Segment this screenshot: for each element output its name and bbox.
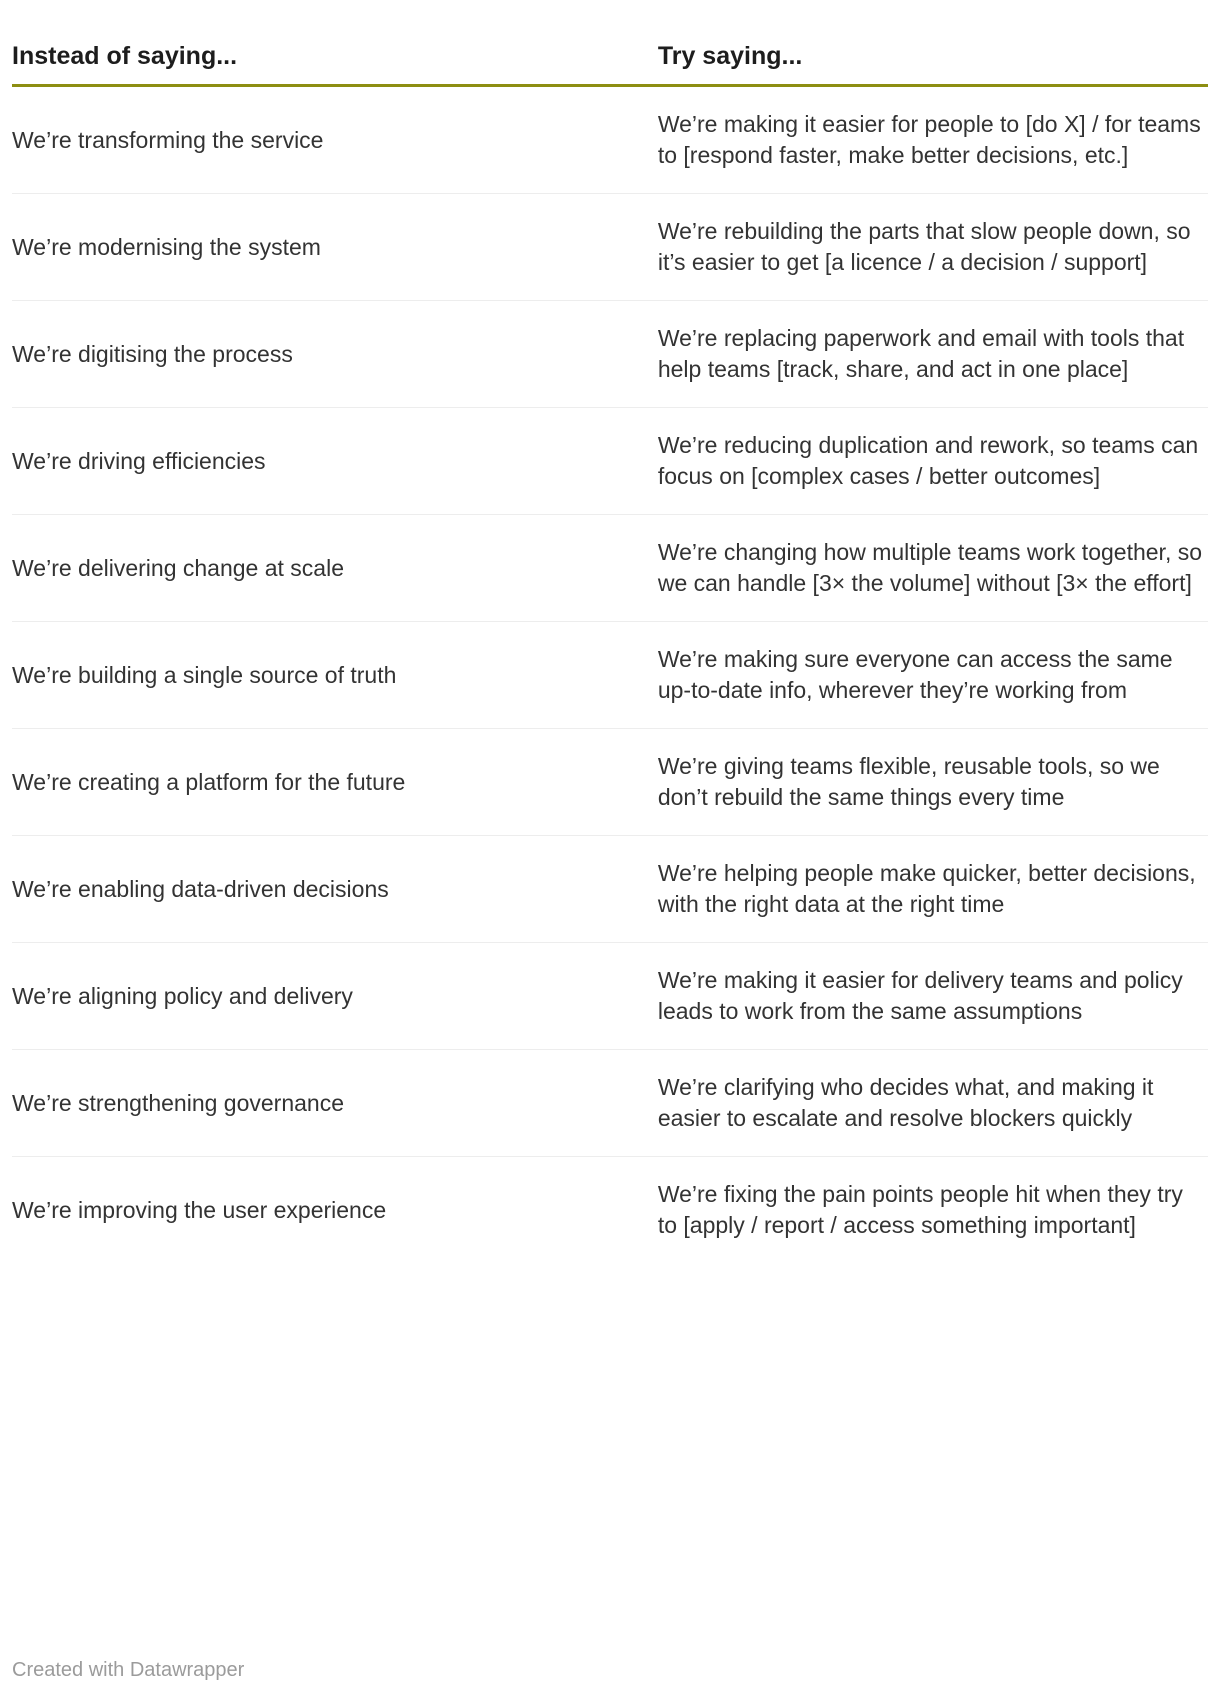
table-header	[12, 0, 1208, 86]
try-cell: We’re rebuilding the parts that slow people down, so it’s easier to get [a licence / a decision / support]	[658, 194, 1208, 301]
table-row	[12, 408, 1208, 515]
table-row	[12, 194, 1208, 301]
table-row	[12, 1157, 1208, 1264]
table-row	[12, 729, 1208, 836]
instead-cell: We’re aligning policy and delivery	[12, 943, 658, 1050]
table-row	[12, 622, 1208, 729]
table-row	[12, 515, 1208, 622]
instead-cell: We’re enabling data-driven decisions	[12, 836, 658, 943]
try-cell: We’re helping people make quicker, better decisions, with the right data at the right time	[658, 836, 1208, 943]
instead-cell: We’re creating a platform for the future	[12, 729, 658, 836]
try-cell: We’re replacing paperwork and email with tools that help teams [track, share, and act in one place]	[658, 301, 1208, 408]
try-cell: We’re fixing the pain points people hit when they try to [apply / report / access something important]	[658, 1157, 1208, 1264]
try-cell: We’re making it easier for people to [do X] / for teams to [respond faster, make better decisions, etc.]	[657, 111, 1201, 168]
instead-cell: We’re delivering change at scale	[12, 515, 658, 622]
try-cell: We’re making sure everyone can access the same up-to-date info, wherever they’re working from	[658, 622, 1208, 729]
instead-cell: We’re transforming the service	[12, 126, 324, 153]
try-cell: We’re clarifying who decides what, and making it easier to escalate and resolve blockers quickly	[658, 1050, 1208, 1157]
instead-cell: We’re digitising the process	[12, 301, 658, 408]
table-row	[12, 836, 1208, 943]
table-row	[12, 86, 1208, 194]
try-cell: We’re changing how multiple teams work together, so we can handle [3× the volume] without [3× the effort]	[658, 515, 1208, 622]
instead-cell: We’re building a single source of truth	[12, 622, 658, 729]
column-header-instead: Instead of saying...	[12, 0, 658, 86]
instead-cell: We’re improving the user experience	[12, 1157, 658, 1264]
instead-cell: We’re strengthening governance	[12, 1050, 658, 1157]
header-row	[12, 0, 1208, 86]
try-cell: We’re giving teams flexible, reusable tools, so we don’t rebuild the same things every time	[658, 729, 1208, 836]
instead-cell: We’re driving efficiencies	[12, 408, 658, 515]
try-cell: We’re reducing duplication and rework, so teams can focus on [complex cases / better outcomes]	[658, 408, 1208, 515]
datawrapper-credit-link[interactable]: Created with Datawrapper	[12, 1659, 245, 1681]
table-body	[12, 86, 1208, 1264]
column-header-try: Try saying...	[658, 0, 1208, 86]
try-cell: We’re making it easier for delivery teams and policy leads to work from the same assumptions	[658, 943, 1208, 1050]
table-row	[12, 943, 1208, 1050]
instead-cell: We’re modernising the system	[12, 194, 658, 301]
table-row	[12, 301, 1208, 408]
comparison-table	[12, 0, 1208, 1263]
table-row	[12, 1050, 1208, 1157]
